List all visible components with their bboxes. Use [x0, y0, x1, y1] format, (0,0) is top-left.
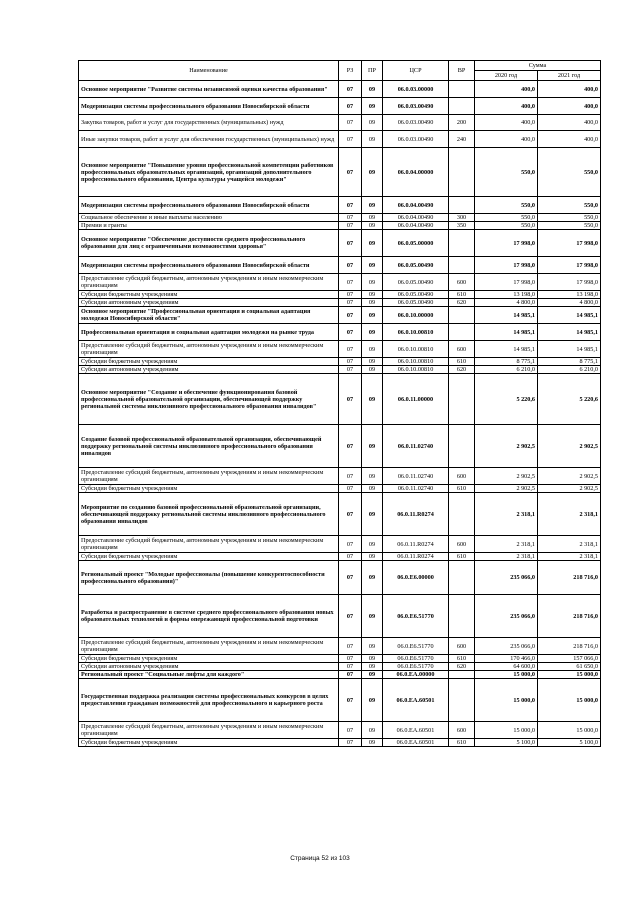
cell-vr: 600: [449, 722, 475, 739]
table-row: [79, 493, 601, 536]
cell-name: Премии и гранты: [79, 222, 339, 230]
cell-vr: 620: [449, 299, 475, 307]
cell-sum-2021: 550,0: [538, 214, 601, 222]
cell-rz: 07: [339, 299, 362, 307]
cell-name: Основное мероприятие "Повышение уровня профессиональной компетенции работников профессиональных образовательных организаций, организаций дополнительного профессионального образования, Центра культуры учащейся молодежи": [79, 148, 339, 197]
cell-vr: [449, 425, 475, 468]
cell-name: Основное мероприятие "Профессиональная ориентация и социальная адаптация молодежи Новосибирской области": [79, 307, 339, 324]
cell-sum-2021: 2 318,1: [538, 536, 601, 553]
cell-rz: 07: [339, 655, 362, 663]
cell-name: Основное мероприятие "Создание и обеспечение функционирования базовой профессиональной образовательной организации, обеспечивающей поддержку региональной системы инклюзивного профессионального образования инвалидов": [79, 374, 339, 425]
cell-name: Модернизация системы профессионального образования Новосибирской области: [79, 197, 339, 214]
cell-rz: 07: [339, 663, 362, 671]
table-row: [79, 307, 601, 324]
table-row: [79, 536, 601, 553]
table-row: [79, 131, 601, 148]
cell-name: Иные закупки товаров, работ и услуг для обеспечения государственных (муниципальных) нужд: [79, 131, 339, 148]
cell-rz: 07: [339, 561, 362, 595]
cell-rz: 07: [339, 468, 362, 485]
cell-sum-2021: 6 210,0: [538, 366, 601, 374]
cell-rz: 07: [339, 197, 362, 214]
cell-pr: 09: [362, 722, 383, 739]
cell-name: Разработка и распространение в системе среднего профессионального образования новых образовательных технологий и формы опережающей профессиональной подготовки: [79, 595, 339, 638]
header-sum: Сумма: [475, 61, 601, 71]
cell-sum-2021: 400,0: [538, 81, 601, 98]
cell-rz: 07: [339, 374, 362, 425]
cell-rz: 07: [339, 214, 362, 222]
cell-sum-2020: 64 600,0: [475, 663, 538, 671]
table-row: [79, 222, 601, 230]
table-row: [79, 299, 601, 307]
cell-sum-2020: 15 000,0: [475, 722, 538, 739]
cell-sum-2021: 400,0: [538, 98, 601, 115]
cell-rz: 07: [339, 739, 362, 747]
cell-sum-2021: 2 902,5: [538, 485, 601, 493]
cell-sum-2021: 218 716,0: [538, 561, 601, 595]
cell-sum-2020: 14 985,1: [475, 324, 538, 341]
cell-pr: 09: [362, 257, 383, 274]
cell-sum-2020: 6 210,0: [475, 366, 538, 374]
cell-sum-2021: 2 902,5: [538, 425, 601, 468]
table-row: [79, 148, 601, 197]
cell-name: Мероприятие по созданию базовой профессиональной образовательной организации, обеспечивающей поддержку региональной системы инклюзивного профессионального образования инвалидов: [79, 493, 339, 536]
page-number: Страница 52 из 103: [290, 855, 350, 862]
cell-csr: 06.0.11.R0274: [383, 493, 449, 536]
cell-name: Субсидии бюджетным учреждениям: [79, 485, 339, 493]
cell-name: Региональный проект "Молодые профессионалы (повышение конкурентоспособности профессионального образования)": [79, 561, 339, 595]
cell-pr: 09: [362, 374, 383, 425]
table-row: [79, 98, 601, 115]
cell-csr: 06.0.EA.60501: [383, 679, 449, 722]
cell-name: Субсидии бюджетным учреждениям: [79, 291, 339, 299]
cell-pr: 09: [362, 536, 383, 553]
cell-sum-2020: 235 066,0: [475, 561, 538, 595]
cell-vr: 600: [449, 274, 475, 291]
cell-vr: 610: [449, 485, 475, 493]
cell-name: Государственная поддержка реализации системы профессиональных конкурсов в целях предоставления гражданам возможностей для профессионального и карьерного роста: [79, 679, 339, 722]
cell-vr: [449, 324, 475, 341]
cell-rz: 07: [339, 230, 362, 257]
cell-vr: [449, 148, 475, 197]
cell-pr: 09: [362, 561, 383, 595]
cell-name: Профессиональная ориентация и социальная адаптация молодежи на рынке труда: [79, 324, 339, 341]
table-row: [79, 358, 601, 366]
cell-csr: 06.0.E6.51770: [383, 638, 449, 655]
table-row: [79, 341, 601, 358]
cell-pr: 09: [362, 197, 383, 214]
cell-csr: 06.0.03.00490: [383, 98, 449, 115]
cell-sum-2020: 550,0: [475, 214, 538, 222]
cell-sum-2020: 14 985,1: [475, 341, 538, 358]
table-row: [79, 366, 601, 374]
cell-sum-2021: 218 716,0: [538, 595, 601, 638]
cell-sum-2020: 2 902,5: [475, 485, 538, 493]
cell-sum-2020: 235 066,0: [475, 595, 538, 638]
cell-vr: [449, 595, 475, 638]
header-name: Наименование: [79, 61, 339, 81]
cell-csr: 06.0.10.00810: [383, 324, 449, 341]
cell-sum-2021: 14 985,1: [538, 307, 601, 324]
header-csr: ЦСР: [383, 61, 449, 81]
cell-vr: 610: [449, 553, 475, 561]
cell-rz: 07: [339, 485, 362, 493]
cell-pr: 09: [362, 214, 383, 222]
cell-sum-2021: 400,0: [538, 115, 601, 131]
cell-sum-2020: 2 318,1: [475, 493, 538, 536]
cell-csr: 06.0.04.00000: [383, 148, 449, 197]
table-row: [79, 81, 601, 98]
header-vr: ВР: [449, 61, 475, 81]
cell-rz: 07: [339, 425, 362, 468]
cell-csr: 06.0.05.00490: [383, 291, 449, 299]
cell-name: Социальное обеспечение и иные выплаты населению: [79, 214, 339, 222]
cell-csr: 06.0.11.R0274: [383, 536, 449, 553]
cell-sum-2020: 2 318,1: [475, 553, 538, 561]
cell-rz: 07: [339, 307, 362, 324]
cell-pr: 09: [362, 230, 383, 257]
cell-rz: 07: [339, 722, 362, 739]
table-row: [79, 485, 601, 493]
cell-csr: 06.0.03.00000: [383, 81, 449, 98]
cell-sum-2020: 17 998,0: [475, 257, 538, 274]
cell-sum-2020: 400,0: [475, 98, 538, 115]
cell-csr: 06.0.E6.00000: [383, 561, 449, 595]
cell-rz: 07: [339, 493, 362, 536]
cell-pr: 09: [362, 131, 383, 148]
cell-rz: 07: [339, 536, 362, 553]
header-pr: ПР: [362, 61, 383, 81]
cell-csr: 06.0.10.00810: [383, 358, 449, 366]
cell-vr: 600: [449, 468, 475, 485]
table-row: [79, 324, 601, 341]
cell-pr: 09: [362, 493, 383, 536]
cell-vr: [449, 671, 475, 679]
cell-sum-2021: 8 775,1: [538, 358, 601, 366]
cell-sum-2021: 550,0: [538, 197, 601, 214]
table-row: [79, 739, 601, 747]
cell-rz: 07: [339, 115, 362, 131]
cell-name: Предоставление субсидий бюджетным, автономным учреждениям и иным некоммерческим организациям: [79, 638, 339, 655]
cell-sum-2021: 17 998,0: [538, 274, 601, 291]
cell-csr: 06.0.03.00490: [383, 131, 449, 148]
budget-table: [78, 60, 601, 747]
cell-csr: 06.0.11.00000: [383, 374, 449, 425]
cell-vr: [449, 493, 475, 536]
cell-csr: 06.0.04.00490: [383, 214, 449, 222]
cell-vr: [449, 98, 475, 115]
cell-csr: 06.0.11.02740: [383, 468, 449, 485]
cell-sum-2021: 17 998,0: [538, 257, 601, 274]
cell-name: Субсидии автономным учреждениям: [79, 299, 339, 307]
cell-vr: 610: [449, 358, 475, 366]
cell-csr: 06.0.10.00810: [383, 341, 449, 358]
table-row: [79, 274, 601, 291]
cell-csr: 06.0.10.00810: [383, 366, 449, 374]
cell-name: Субсидии автономным учреждениям: [79, 366, 339, 374]
table-row: [79, 291, 601, 299]
cell-name: Предоставление субсидий бюджетным, автономным учреждениям и иным некоммерческим организациям: [79, 536, 339, 553]
cell-pr: 09: [362, 81, 383, 98]
cell-name: Создание базовой профессиональной образовательной организации, обеспечивающей поддержку региональной системы инклюзивного профессионального образования инвалидов: [79, 425, 339, 468]
cell-sum-2020: 235 066,0: [475, 638, 538, 655]
cell-sum-2020: 400,0: [475, 131, 538, 148]
cell-vr: 610: [449, 291, 475, 299]
cell-csr: 06.0.11.R0274: [383, 553, 449, 561]
table-row: [79, 553, 601, 561]
cell-sum-2020: 170 466,0: [475, 655, 538, 663]
cell-csr: 06.0.05.00490: [383, 257, 449, 274]
table-row: [79, 214, 601, 222]
cell-csr: 06.0.E6.51770: [383, 595, 449, 638]
cell-csr: 06.0.E6.51770: [383, 655, 449, 663]
cell-csr: 06.0.E6.51770: [383, 663, 449, 671]
cell-rz: 07: [339, 274, 362, 291]
cell-vr: [449, 257, 475, 274]
cell-rz: 07: [339, 595, 362, 638]
cell-sum-2020: 550,0: [475, 197, 538, 214]
cell-vr: 600: [449, 341, 475, 358]
cell-vr: 200: [449, 115, 475, 131]
cell-csr: 06.0.10.00000: [383, 307, 449, 324]
cell-csr: 06.0.05.00490: [383, 274, 449, 291]
cell-vr: [449, 81, 475, 98]
cell-sum-2021: 157 066,0: [538, 655, 601, 663]
cell-pr: 09: [362, 595, 383, 638]
cell-rz: 07: [339, 341, 362, 358]
cell-sum-2020: 2 902,5: [475, 468, 538, 485]
table-header: [79, 61, 601, 81]
cell-sum-2021: 550,0: [538, 148, 601, 197]
cell-rz: 07: [339, 131, 362, 148]
cell-pr: 09: [362, 341, 383, 358]
cell-rz: 07: [339, 324, 362, 341]
cell-pr: 09: [362, 468, 383, 485]
table-body: [79, 81, 601, 747]
cell-vr: 600: [449, 638, 475, 655]
cell-sum-2020: 15 000,0: [475, 679, 538, 722]
cell-rz: 07: [339, 257, 362, 274]
cell-rz: 07: [339, 638, 362, 655]
cell-pr: 09: [362, 358, 383, 366]
cell-vr: 620: [449, 663, 475, 671]
cell-vr: [449, 679, 475, 722]
cell-sum-2020: 550,0: [475, 148, 538, 197]
cell-sum-2021: 15 000,0: [538, 679, 601, 722]
cell-sum-2020: 5 220,6: [475, 374, 538, 425]
cell-name: Предоставление субсидий бюджетным, автономным учреждениям и иным некоммерческим организациям: [79, 274, 339, 291]
header-2020: 2020 год: [475, 71, 538, 81]
table-row: [79, 197, 601, 214]
table-row: [79, 671, 601, 679]
cell-sum-2020: 400,0: [475, 81, 538, 98]
cell-vr: [449, 307, 475, 324]
table-row: [79, 638, 601, 655]
cell-sum-2021: 17 998,0: [538, 230, 601, 257]
cell-name: Субсидии бюджетным учреждениям: [79, 358, 339, 366]
cell-name: Предоставление субсидий бюджетным, автономным учреждениям и иным некоммерческим организациям: [79, 722, 339, 739]
cell-csr: 06.0.05.00000: [383, 230, 449, 257]
table-row: [79, 655, 601, 663]
cell-pr: 09: [362, 663, 383, 671]
cell-sum-2021: 2 902,5: [538, 468, 601, 485]
table-row: [79, 722, 601, 739]
cell-name: Закупка товаров, работ и услуг для государственных (муниципальных) нужд: [79, 115, 339, 131]
cell-name: Субсидии бюджетным учреждениям: [79, 553, 339, 561]
cell-pr: 09: [362, 366, 383, 374]
cell-sum-2021: 2 318,1: [538, 553, 601, 561]
cell-vr: [449, 197, 475, 214]
cell-vr: 350: [449, 222, 475, 230]
table-row: [79, 257, 601, 274]
cell-sum-2020: 17 998,0: [475, 230, 538, 257]
cell-vr: [449, 561, 475, 595]
cell-csr: 06.0.EA.60501: [383, 739, 449, 747]
cell-sum-2020: 17 998,0: [475, 274, 538, 291]
cell-csr: 06.0.EA.60501: [383, 722, 449, 739]
cell-vr: 300: [449, 214, 475, 222]
cell-pr: 09: [362, 222, 383, 230]
table-row: [79, 561, 601, 595]
cell-pr: 09: [362, 638, 383, 655]
cell-sum-2021: 4 800,0: [538, 299, 601, 307]
cell-vr: 240: [449, 131, 475, 148]
cell-sum-2020: 15 000,0: [475, 671, 538, 679]
cell-sum-2021: 15 000,0: [538, 671, 601, 679]
cell-rz: 07: [339, 358, 362, 366]
cell-sum-2020: 13 198,0: [475, 291, 538, 299]
cell-rz: 07: [339, 671, 362, 679]
cell-pr: 09: [362, 739, 383, 747]
header-rz: РЗ: [339, 61, 362, 81]
cell-vr: [449, 374, 475, 425]
cell-rz: 07: [339, 291, 362, 299]
cell-pr: 09: [362, 425, 383, 468]
cell-sum-2021: 15 000,0: [538, 722, 601, 739]
cell-sum-2021: 400,0: [538, 131, 601, 148]
table-row: [79, 115, 601, 131]
cell-name: Субсидии бюджетным учреждениям: [79, 655, 339, 663]
cell-vr: [449, 230, 475, 257]
cell-name: Субсидии бюджетным учреждениям: [79, 739, 339, 747]
table-row: [79, 468, 601, 485]
cell-pr: 09: [362, 307, 383, 324]
cell-csr: 06.0.11.02740: [383, 485, 449, 493]
cell-sum-2021: 218 716,0: [538, 638, 601, 655]
cell-pr: 09: [362, 324, 383, 341]
cell-name: Предоставление субсидий бюджетным, автономным учреждениям и иным некоммерческим организациям: [79, 341, 339, 358]
cell-pr: 09: [362, 148, 383, 197]
table-row: [79, 230, 601, 257]
cell-sum-2020: 400,0: [475, 115, 538, 131]
cell-name: Региональный проект "Социальные лифты для каждого": [79, 671, 339, 679]
cell-sum-2021: 13 198,0: [538, 291, 601, 299]
cell-rz: 07: [339, 148, 362, 197]
cell-sum-2020: 2 318,1: [475, 536, 538, 553]
cell-vr: 610: [449, 739, 475, 747]
table-row: [79, 663, 601, 671]
cell-sum-2021: 14 985,1: [538, 324, 601, 341]
budget-table-sheet: [78, 60, 600, 747]
cell-pr: 09: [362, 679, 383, 722]
cell-rz: 07: [339, 81, 362, 98]
cell-name: Предоставление субсидий бюджетным, автономным учреждениям и иным некоммерческим организациям: [79, 468, 339, 485]
cell-sum-2020: 4 800,0: [475, 299, 538, 307]
cell-pr: 09: [362, 553, 383, 561]
cell-sum-2020: 14 985,1: [475, 307, 538, 324]
cell-vr: 600: [449, 536, 475, 553]
cell-pr: 09: [362, 655, 383, 663]
cell-sum-2020: 550,0: [475, 222, 538, 230]
cell-vr: 610: [449, 655, 475, 663]
cell-rz: 07: [339, 679, 362, 722]
cell-rz: 07: [339, 98, 362, 115]
cell-name: Основное мероприятие "Развитие системы независимой оценки качества образования": [79, 81, 339, 98]
cell-vr: 620: [449, 366, 475, 374]
cell-sum-2021: 2 318,1: [538, 493, 601, 536]
cell-name: Модернизация системы профессионального образования Новосибирской области: [79, 98, 339, 115]
table-row: [79, 595, 601, 638]
cell-sum-2020: 2 902,5: [475, 425, 538, 468]
cell-sum-2021: 5 220,6: [538, 374, 601, 425]
cell-sum-2021: 5 100,0: [538, 739, 601, 747]
table-row: [79, 374, 601, 425]
cell-pr: 09: [362, 115, 383, 131]
cell-pr: 09: [362, 671, 383, 679]
cell-name: Субсидии автономным учреждениям: [79, 663, 339, 671]
cell-csr: 06.0.04.00490: [383, 197, 449, 214]
table-row: [79, 425, 601, 468]
cell-sum-2021: 61 650,0: [538, 663, 601, 671]
cell-sum-2020: 5 100,0: [475, 739, 538, 747]
cell-pr: 09: [362, 98, 383, 115]
cell-rz: 07: [339, 553, 362, 561]
cell-pr: 09: [362, 274, 383, 291]
cell-sum-2021: 14 985,1: [538, 341, 601, 358]
cell-sum-2021: 550,0: [538, 222, 601, 230]
table-row: [79, 679, 601, 722]
cell-rz: 07: [339, 366, 362, 374]
header-2021: 2021 год: [538, 71, 601, 81]
cell-rz: 07: [339, 222, 362, 230]
cell-csr: 06.0.04.00490: [383, 222, 449, 230]
cell-sum-2020: 8 775,1: [475, 358, 538, 366]
cell-csr: 06.0.EA.00000: [383, 671, 449, 679]
cell-name: Основное мероприятие "Обеспечение доступности среднего профессионального образования для лиц с ограниченными возможностями здоровья": [79, 230, 339, 257]
cell-pr: 09: [362, 485, 383, 493]
cell-name: Модернизация системы профессионального образования Новосибирской области: [79, 257, 339, 274]
cell-csr: 06.0.03.00490: [383, 115, 449, 131]
cell-pr: 09: [362, 299, 383, 307]
cell-csr: 06.0.11.02740: [383, 425, 449, 468]
cell-csr: 06.0.05.00490: [383, 299, 449, 307]
cell-pr: 09: [362, 291, 383, 299]
